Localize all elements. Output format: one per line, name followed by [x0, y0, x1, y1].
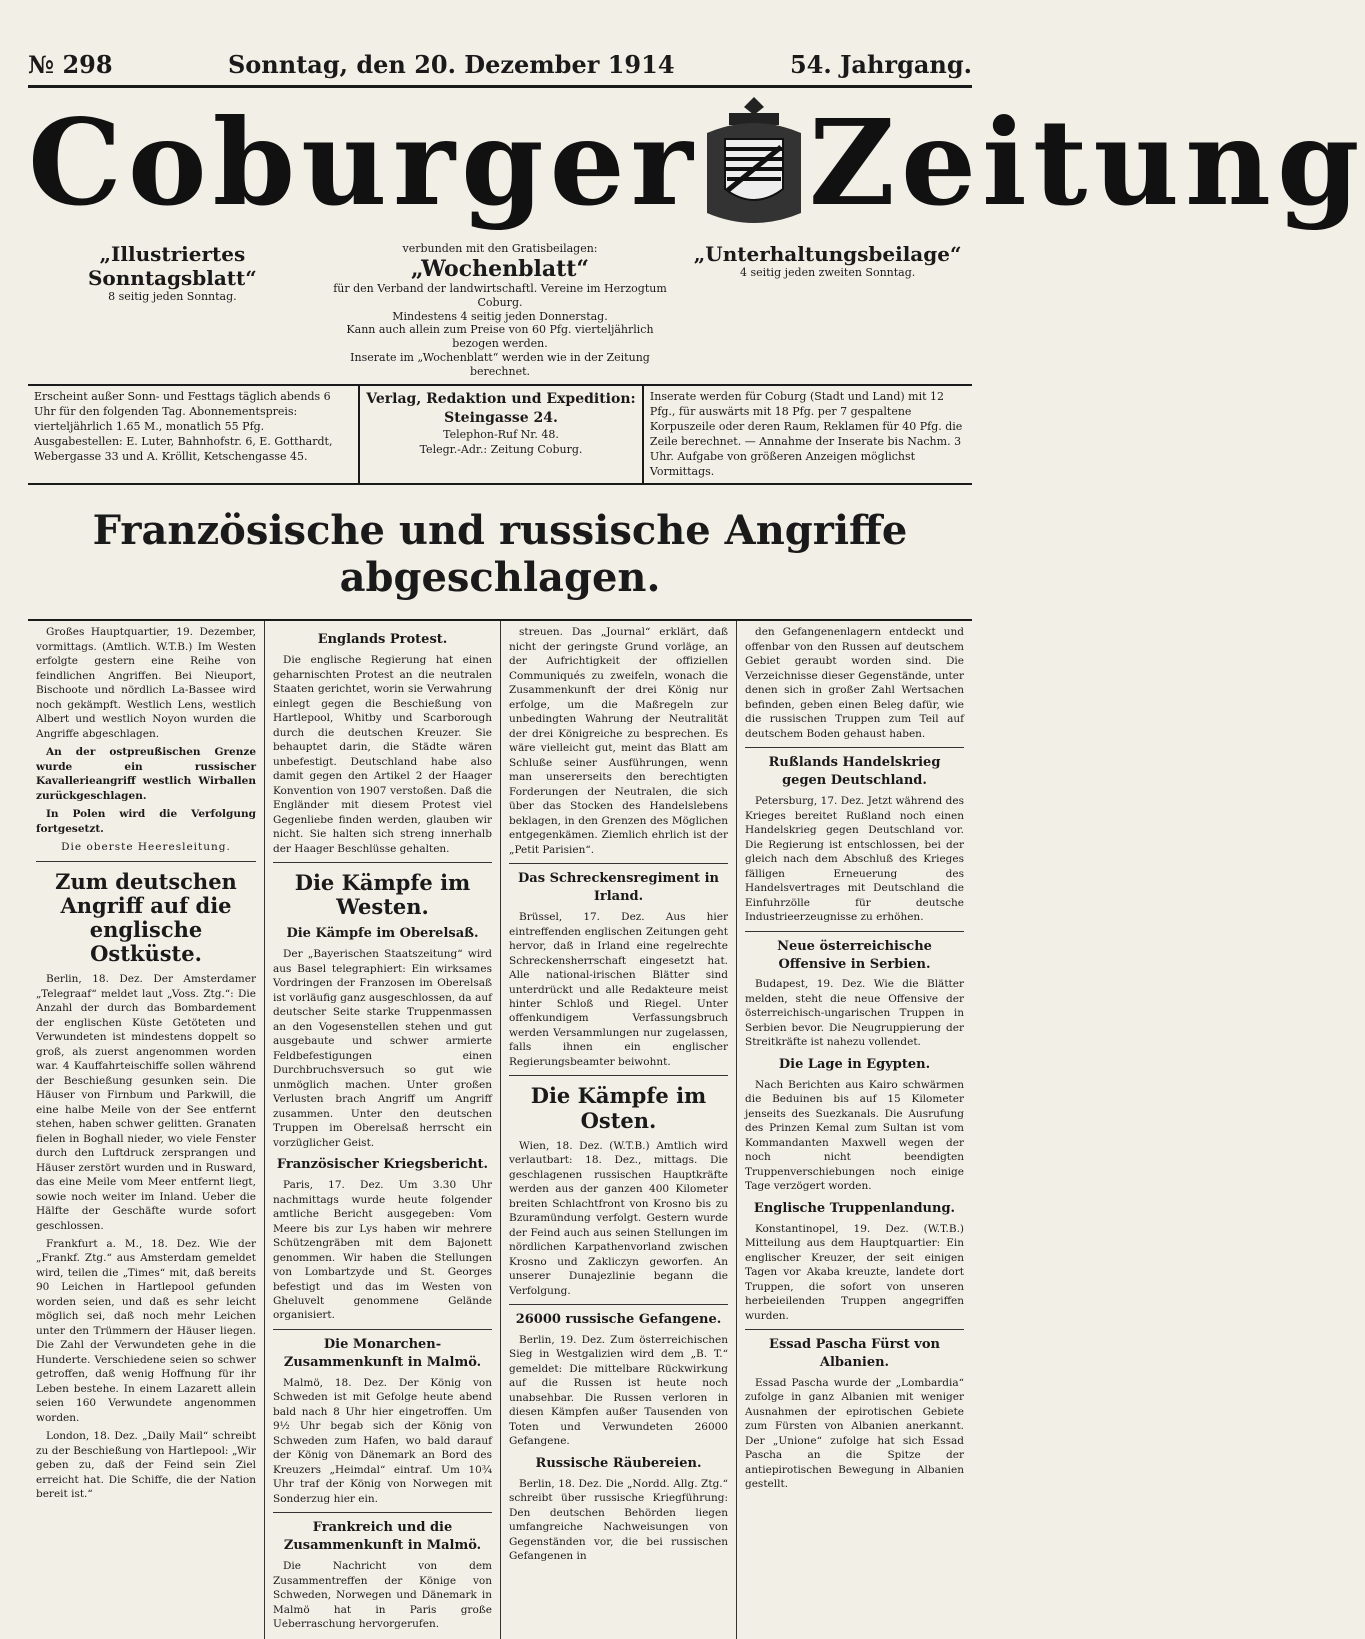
article-paragraph: Brüssel, 17. Dez. Aus hier eintreffenden englischen Zeitungen geht hervor, daß in Irland eine regelrechte Schreckensherrschaft eingesetzt hat. Alle national-irischen Blätter sind unterdrückt und alle Redakteure meist hinter Schloß und Riegel. Unter offenkundigem Verfassungsbruch werden Versammlungen nur zugelassen, falls ihnen ein englischer Regierungsbeamter beiwohnt.	[509, 911, 728, 1068]
article-paragraph: Berlin, 18. Dez. Der Amsterdamer „Telegraaf“ meldet laut „Voss. Ztg.“: Die Anzahl der durch das Bombardement der englischen Küste Getöteten und Verwundeten ist mindestens doppelt so groß, als zuerst angenommen worden war. 4 Kauffahrteischiffe sollen während der Beschießung gesunken sein. Die Häuser von Firnbum und Parkwill, die eine halbe Meile von der See entfernt stehen, haben schwer gelitten. Granaten fielen in Boghall nieder, wo viele Fenster durch den Luftdruck zersprangen und Häuser zerstört wurden und in Rusward, das eine Meile vom Meer entfernt liegt, sowie noch weiter im Inland. Ueber die Hälfte der Geschäfte wurde sofort geschlossen.	[36, 973, 256, 1232]
article-paragraph: den Gefangenenlagern entdeckt und offenbar von den Russen auf deutschem Gebiet geraubt worden sind. Die Verzeichnisse dieser Gegenstände, unter denen sich in großer Zahl Wertsachen befinden, geben einen Beleg dafür, wie die russischen Truppen zum Teil auf deutschem Boden gehaust haben.	[745, 626, 964, 740]
masthead-word-right: Zeitung	[808, 93, 1365, 232]
supplement-left-title: „Illustriertes Sonntagsblatt“	[87, 242, 257, 290]
supplement-center	[327, 242, 674, 378]
article-paragraph: Malmö, 18. Dez. Der König von Schweden ist mit Gefolge heute abend bald nach 8 Uhr hier eingetroffen. Um 9½ Uhr begab sich der König von Schweden zum Hafen, wo bald darauf der König von Dänemark an Bord des Kreuzers „Heimdal“ eintraf. Um 10¾ Uhr traf der König von Norwegen mit Sonderzug hier ein.	[273, 1376, 492, 1505]
article-paragraph: Frankfurt a. M., 18. Dez. Wie der „Frankf. Ztg.“ aus Amsterdam gemeldet wird, teilen die „Times“ mit, daß bereits 90 Leichen in Hartlepool gefunden worden seien, und daß es sehr leicht möglich sei, daß noch mehr Leichen unter den Trümmern der Häuser liegen. Die Zahl der Verwundeten gehe in die Hunderte. Verschiedene seien so schwer getroffen, daß wenig Hoffnung für ihr Leben bestehe. In einem Lazarett allein seien 160 Verwundete angenommen worden.	[36, 1238, 256, 1424]
article-paragraph: Budapest, 19. Dez. Wie die Blätter melden, steht die neue Offensive der österreichisch-ungarischen Truppen in Serbien bevor. Die Neugruppierung der Streitkräfte ist nahezu vollendet.	[745, 978, 964, 1049]
article-paragraph: London, 18. Dez. „Daily Mail“ schreibt zu der Beschießung von Hartlepool: „Wir geben zu, daß der Feind sein Ziel erreicht hat. Die Schiffe, die der Nation bereit ist.“	[36, 1430, 256, 1501]
divider	[509, 1075, 728, 1076]
info-bar	[28, 384, 972, 485]
article-heading: Neue österreichische Offensive in Serbien.	[777, 938, 932, 972]
supplement-right-title: „Unterhaltungsbeilage“	[693, 242, 962, 266]
article-paragraph: Berlin, 19. Dez. Zum österreichischen Sieg in Westgalizien wird dem „B. T.“ gemeldet: Die mittelbare Rückwirkung auf die Russen ist heute noch unabsehbar. Die Russen verloren in diesen Kämpfen außer Tausenden von Toten und Verwundeten 26000 Gefangene.	[509, 1333, 728, 1448]
article-paragraph: streuen. Das „Journal“ erklärt, daß nicht der geringste Grund vorläge, an der Aufrichtigkeit der offiziellen Communiqués zu zweifeln, wonach die Zusammenkunft der drei König nur erfolge, um die Maßregeln zur unbedingten Wahrung der Neutralität der drei Königreiche zu besprechen. Es wäre vielleicht gut, meint das Blatt am Schluße seiner Ausführungen, wenn man unsererseits den berechtigten Forderungen der Neutralen, die sich über das Stocken des Handelslebens beklagen, in den Grenzen des Möglichen entgegenkämen. Ziemlich ehrlich ist der „Petit Parisien“.	[509, 626, 728, 856]
supplements-row	[28, 238, 972, 382]
supplement-right-note: 4 seitig jeden zweiten Sonntag.	[739, 266, 916, 279]
divider	[745, 1329, 964, 1330]
article-heading: Russische Räubereien.	[535, 1455, 702, 1471]
issue-line	[28, 4, 972, 88]
article-heading: Rußlands Handelskrieg gegen Deutschland.	[768, 755, 941, 789]
article-heading: Essad Pascha Fürst von Albanien.	[769, 1337, 940, 1370]
issue-number: № 298	[28, 50, 113, 79]
main-headline: Französische und russische Angriffe abgeschlagen.	[28, 485, 972, 621]
article-paragraph: Wien, 18. Dez. (W.T.B.) Amtlich wird verlautbart: 18. Dez., mittags. Die geschlagenen russischen Hauptkräfte werden aus der ganzen 400 Kilometer breiten Schlachtfront von Krosno bis zu Bzuramündung verfolgt. Gestern wurde der Feind auch aus seinen Stellungen im nördlichen Karpathenvorland zwischen Krosno und Zakliczyn geworfen. An unserer Dunajezlinie begann die Verfolgung.	[509, 1139, 728, 1297]
article-subheading: Die Kämpfe im Oberelsaß.	[286, 926, 479, 942]
report-signature: Die oberste Heeresleitung.	[61, 841, 231, 854]
supplement-left	[28, 242, 317, 303]
supplement-center-title: „Wochenblatt“	[410, 255, 590, 282]
article-paragraph: Paris, 17. Dez. Um 3.30 Uhr nachmittags wurde heute folgender amtliche Bericht ausgegeben: Vom Meere bis zur Lys haben wir mehrere Schützengräben mit dem Bajonett genommen. Wir haben die Stellungen von Lombartzyde und St. Georges befestigt und das im Westen von Gheluvelt genommene Gelände organisiert.	[273, 1179, 492, 1322]
divider	[745, 931, 964, 932]
article-paragraph: Petersburg, 17. Dez. Jetzt während des Krieges bereitet Rußland noch einen Handelskrieg gegen Deutschland vor. Die Regierung ist entschlossen, bei der gleich nach dem Abschluß des Krieges fälligen Erneuerung des Handelsvertrages mit Deutschland die Einfuhrzölle für deutsche Industrieerzeugnisse zu erhöhen.	[745, 795, 964, 924]
supplement-right	[683, 242, 972, 279]
issue-year: 54. Jahrgang.	[789, 50, 972, 79]
article-heading: Englands Protest.	[317, 632, 448, 648]
report-paragraph: In Polen wird die Verfolgung fortgesetzt.	[36, 808, 256, 835]
article-paragraph: Berlin, 18. Dez. Die „Nordd. Allg. Ztg.“ schreibt über russische Kriegführung: Den deutschen Behörden liegen umfangreiche Nachweisungen von Gegenständen vor, die bei russischen Gefangenen in	[509, 1477, 728, 1563]
publisher-info	[358, 386, 642, 483]
supplement-left-note: 8 seitig jeden Sonntag.	[108, 290, 237, 303]
column-4	[736, 621, 972, 1639]
article-heading: Das Schreckensregiment in Irland.	[518, 871, 719, 905]
supplement-center-line5: Inserate im „Wochenblatt“ werden wie in der Zeitung berechnet.	[350, 350, 650, 378]
article-paragraph: Essad Pascha wurde der „Lombardia“ zufolge in ganz Albanien mit weniger Ausnahmen der epirotischen Gebiete zum Fürsten von Albanien anerkannt. Der „Unione“ zufolge hat sich Essad Pascha an die Spitze der antiepirotischen Bewegung in Albanien gestellt.	[745, 1376, 964, 1491]
publisher-title: Verlag, Redaktion und Expedition:	[366, 391, 636, 408]
article-paragraph: Nach Berichten aus Kairo schwärmen die Beduinen bis auf 15 Kilometer jenseits des Suezkanals. Die Ausrufung des Prinzen Kemal zum Sultan ist vom Kommandanten Maxwell wegen der noch nicht beendigten Truppenverschiebungen noch einige Tage verzögert worden.	[745, 1078, 964, 1193]
supplement-center-line2: für den Verband der landwirtschaftl. Vereine im Herzogtum Coburg.	[333, 282, 667, 309]
article-heading: Die Monarchen-Zusammenkunft in Malmö.	[283, 1336, 482, 1370]
advertising-info: Inserate werden für Coburg (Stadt und Land) mit 12 Pfg., für auswärts mit 18 Pfg. per 7 gespaltene Korpuszeile oder deren Raum, Reklamen für 40 Pfg. die Zeile berechnet. — Annahme der Inserate bis Nachm. 3 Uhr. Aufgabe von größeren Anzeigen möglichst Vormittags.	[642, 386, 972, 483]
supplement-intro: verbunden mit den Gratisbeilagen:	[402, 242, 598, 255]
divider	[273, 1329, 492, 1330]
issue-date: Sonntag, den 20. Dezember 1914	[227, 50, 675, 79]
article-heading: Englische Truppenlandung.	[753, 1200, 956, 1216]
article-heading: Zum deutschen Angriff auf die englische Ostküste.	[55, 868, 237, 967]
column-1	[28, 621, 264, 1639]
column-3	[500, 621, 736, 1639]
coat-of-arms-icon	[699, 88, 809, 238]
divider	[745, 747, 964, 748]
publisher-street: Steingasse 24.	[444, 410, 558, 427]
article-columns	[28, 621, 972, 1630]
article-paragraph: Konstantinopel, 19. Dez. (W.T.B.) Mitteilung aus dem Hauptquartier: Ein englischer Kreuzer, der seit einigen Tagen vor Akaba kreuzte, landete dort Truppen, die sofort von unseren herbeieilenden Truppen angegriffen wurden.	[745, 1222, 964, 1322]
divider	[509, 863, 728, 864]
article-heading: Frankreich und die Zusammenkunft in Malmö.	[283, 1520, 482, 1554]
divider	[36, 861, 256, 862]
masthead	[28, 88, 1365, 238]
column-2	[264, 621, 500, 1639]
divider	[509, 1304, 728, 1305]
article-heading: Die Kämpfe im Westen.	[294, 870, 471, 920]
report-paragraph: Großes Hauptquartier, 19. Dezember, vormittags. (Amtlich. W.T.B.) Im Westen erfolgte gestern eine Reihe von feindlichen Angriffen. Bei Nieuport, Bischoote und nördlich La-Bassee wird noch gekämpft. Westlich Lens, westlich Albert und westlich Noyon wurden die Angriffe abgeschlagen.	[36, 626, 256, 740]
article-subheading: Französischer Kriegsbericht.	[276, 1157, 489, 1173]
subscription-info: Erscheint außer Sonn- und Festtags täglich abends 6 Uhr für den folgenden Tag. Abonnementspreis: vierteljährlich 1.65 M., monatlich 55 Pfg. Ausgabestellen: E. Luter, Bahnhofstr. 6, E. Gotthardt, Webergasse 33 und A. Kröllit, Ketschengasse 45.	[34, 390, 333, 463]
publisher-phone: Telephon-Ruf Nr. 48.	[443, 428, 559, 442]
article-heading: Die Lage in Egypten.	[778, 1056, 931, 1072]
article-paragraph: Die englische Regierung hat einen geharnischten Protest an die neutralen Staaten gerichtet, worin sie Verwahrung einlegt gegen die Beschießung von Hartlepool, Whitby und Scarborough durch die deutschen Kreuzer. Sie behauptet darin, die Städte wären unbefestigt. Deutschland habe also damit gegen den Artikel 2 der Haager Konvention von 1907 verstoßen. Daß die Engländer mit diesem Protest viel Gegenliebe finden werden, glauben wir nicht. Sie halten sich streng innerhalb der Haager Beschlüsse gehalten.	[273, 654, 492, 855]
divider	[273, 1512, 492, 1513]
report-paragraph: An der ostpreußischen Grenze wurde ein russischer Kavallerieangriff westlich Wirballen zurückgeschlagen.	[36, 746, 256, 802]
publisher-telegraph: Telegr.-Adr.: Zeitung Coburg.	[419, 443, 583, 457]
divider	[273, 862, 492, 863]
article-heading: 26000 russische Gefangene.	[515, 1312, 722, 1328]
supplement-center-line3: Mindestens 4 seitig jeden Donnerstag.	[392, 309, 608, 323]
supplement-center-line4: Kann auch allein zum Preise von 60 Pfg. vierteljährlich bezogen werden.	[346, 323, 654, 351]
article-heading: Die Kämpfe im Osten.	[530, 1083, 707, 1133]
article-paragraph: Die Nachricht von dem Zusammentreffen der Könige von Schweden, Norwegen und Dänemark in Malmö hat in Paris große Ueberraschung hervorgerufen.	[273, 1560, 492, 1630]
article-paragraph: Der „Bayerischen Staatszeitung“ wird aus Basel telegraphiert: Ein wirksames Vordringen der Franzosen im Oberelsaß ist vorläufig ganz ausgeschlossen, da auf deutscher Seite starke Truppenmassen an den Vogesenstellen stehen und gut ausgebaute und schwer armierte Feldbefestigungen einen Durchbruchsversuch so gut wie unmöglich machen. Unter großen Verlusten brach Angriff um Angriff zusammen. Unter den deutschen Truppen im Oberelsaß herrscht ein vorzüglicher Geist.	[273, 948, 492, 1149]
masthead-word-left: Coburger	[28, 93, 699, 232]
